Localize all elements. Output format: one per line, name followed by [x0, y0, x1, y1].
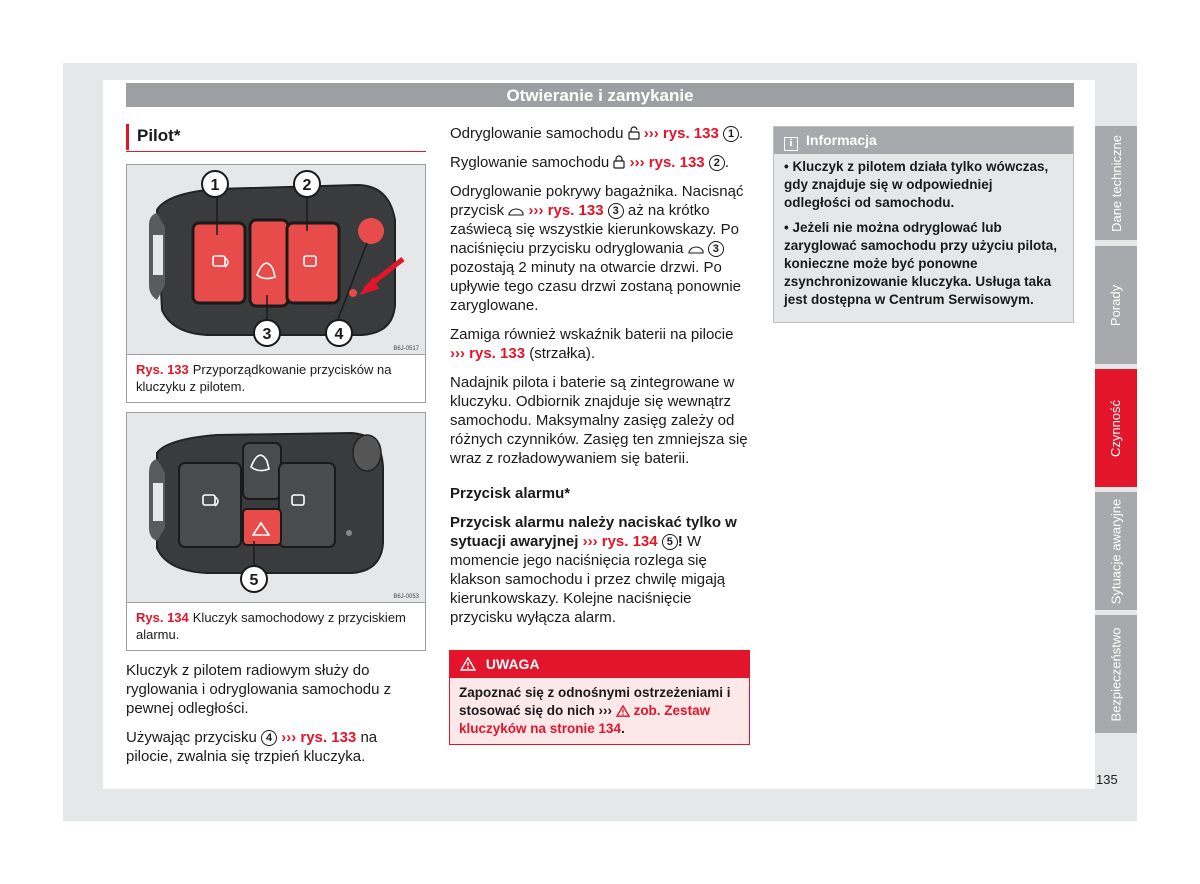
tab-label: Porady: [1108, 284, 1124, 326]
text: Używając przycisku: [126, 729, 257, 746]
caption-label: Rys. 133: [136, 362, 189, 377]
text: pozostają 2 minuty na otwarcie drzwi. Po upływie tego czasu drzwi zostaną ponownie zaryglowane.: [450, 259, 741, 314]
paragraph: Nadajnik pilota i baterie są zintegrowane w kluczyku. Odbiornik znajduje się wewnątrz samochodu. Maksymalny zasięg zależy od różnych czynników. Zasięg ten zmniejsza się wraz z rozładowywaniem się baterii.: [450, 374, 748, 467]
text: Zapoznać się z odnośnymi ostrzeżeniami i stosować się do nich ›››: [459, 685, 731, 718]
caption-label: Rys. 134: [136, 610, 189, 625]
unlock-icon: [628, 126, 640, 140]
text: (strzałka).: [529, 345, 596, 362]
text: W momencie jego naciśnięcia rozlega się klakson samochodu i przez chwilę migają kierunkowskazy. Kolejne naciśnięcie przycisku wyłącza alarm.: [450, 533, 726, 626]
paragraph: [450, 124, 752, 143]
figure-link[interactable]: ››› rys. 133: [643, 125, 719, 142]
tab-dane-techniczne[interactable]: [1095, 126, 1137, 240]
figure-code: B6J-0517: [393, 346, 419, 352]
callout-label: 3: [262, 326, 272, 343]
warning-box: [449, 650, 750, 745]
figure-133-image: [127, 165, 425, 355]
text: Odryglowanie pokrywy bagażnika. Nacisnąć przycisk: [450, 183, 744, 219]
warning-header: [450, 651, 749, 678]
figure-134-caption: [127, 603, 425, 650]
figure-133-caption: [127, 355, 425, 402]
callout-label: 1: [210, 177, 220, 194]
tab-label: Bezpieczeństwo: [1108, 627, 1124, 721]
section-title: Pilot*: [126, 124, 426, 150]
callout-label: 4: [334, 326, 344, 343]
text: .: [621, 721, 625, 736]
warning-body: [450, 678, 749, 744]
figure-link[interactable]: ››› rys. 134: [582, 533, 658, 550]
text: Zamiga również wskaźnik baterii na pilocie: [450, 326, 734, 343]
text: !: [677, 533, 683, 550]
number-marker: 3: [608, 203, 624, 219]
paragraph: [450, 182, 752, 315]
key-remote-illustration: [127, 165, 425, 355]
tab-label: Sytuacje awaryjne: [1108, 498, 1124, 604]
paragraph: Kluczyk z pilotem radiowym służy do ryglowania i odryglowania samochodu z pewnej odległości.: [126, 662, 392, 717]
tab-czynnosc[interactable]: [1095, 369, 1137, 487]
chapter-header: Otwieranie i zamykanie: [126, 83, 1074, 107]
text: Przycisk alarmu należy naciskać tylko w sytuacji awaryjnej: [450, 514, 737, 550]
info-body: [774, 154, 1073, 322]
figure-link[interactable]: ››› rys. 133: [450, 345, 526, 362]
tab-label: Czynność: [1108, 399, 1124, 457]
number-marker: 4: [261, 730, 277, 746]
subheading: Przycisk alarmu*: [450, 485, 571, 502]
paragraph: [450, 325, 752, 363]
lock-icon: [613, 155, 625, 169]
tab-sytuacje-awaryjne[interactable]: [1095, 492, 1137, 610]
info-item: • Jeżeli nie można odryglować lub zaryglować samochodu przy użyciu pilota, konieczne może być ponowne zsynchronizowanie kluczyka. Usługa taka jest dostępna w Centrum Serwisowym.: [784, 220, 1058, 307]
figure-133: [126, 164, 426, 403]
text: .: [739, 125, 744, 142]
figure-link[interactable]: ››› rys. 133: [528, 202, 604, 219]
paragraph: [126, 728, 426, 766]
paragraph: [450, 153, 752, 172]
figure-134: [126, 412, 426, 651]
number-marker: 3: [708, 241, 724, 257]
column-left-text: [126, 661, 426, 776]
text: .: [724, 154, 729, 171]
section-rule: [126, 151, 426, 152]
column-middle: [450, 124, 752, 637]
figure-link[interactable]: ››› rys. 133: [281, 729, 357, 746]
number-marker: 2: [709, 155, 725, 171]
info-item: • Kluczyk z pilotem działa tylko wówczas, gdy znajduje się w odpowiedniej odległości od samochodu.: [784, 159, 1049, 210]
warning-icon: [460, 657, 476, 671]
warning-title: UWAGA: [485, 656, 540, 672]
trunk-icon: [688, 245, 704, 255]
callout-label: 5: [249, 572, 259, 589]
tab-bezpieczenstwo[interactable]: [1095, 615, 1137, 733]
text: Odryglowanie samochodu: [450, 125, 624, 142]
figure-code: B6J-0053: [393, 594, 419, 600]
cross-reference-link[interactable]: zob. Zestaw kluczyków na stronie 134: [459, 703, 711, 736]
paragraph: [450, 513, 752, 627]
key-alarm-illustration: [127, 413, 425, 603]
tab-porady[interactable]: [1095, 246, 1137, 364]
figure-link[interactable]: ››› rys. 133: [629, 154, 705, 171]
text: Ryglowanie samochodu: [450, 154, 610, 171]
number-marker: 5: [662, 534, 678, 550]
text: na pilocie, zwalnia się trzpień kluczyka.: [126, 729, 378, 765]
page-number: 135: [1096, 772, 1118, 787]
info-box: [773, 126, 1074, 323]
tab-label: Dane techniczne: [1108, 134, 1124, 232]
info-header: [774, 127, 1073, 154]
trunk-icon: [508, 207, 524, 217]
caption-text: Kluczyk samochodowy z przyciskiem alarmu.: [136, 610, 406, 642]
figure-134-image: [127, 413, 425, 603]
info-title: Informacja: [806, 132, 877, 148]
number-marker: 1: [723, 126, 739, 142]
warning-icon: [616, 705, 630, 717]
column-left: [126, 124, 426, 765]
info-icon: i: [784, 137, 798, 151]
caption-text: Przyporządkowanie przycisków na kluczyku z pilotem.: [136, 362, 392, 394]
callout-label: 2: [302, 177, 312, 194]
text: aż na krótko zaświecą się wszystkie kierunkowskazy. Po naciśnięciu przycisku odryglowania: [450, 202, 739, 257]
